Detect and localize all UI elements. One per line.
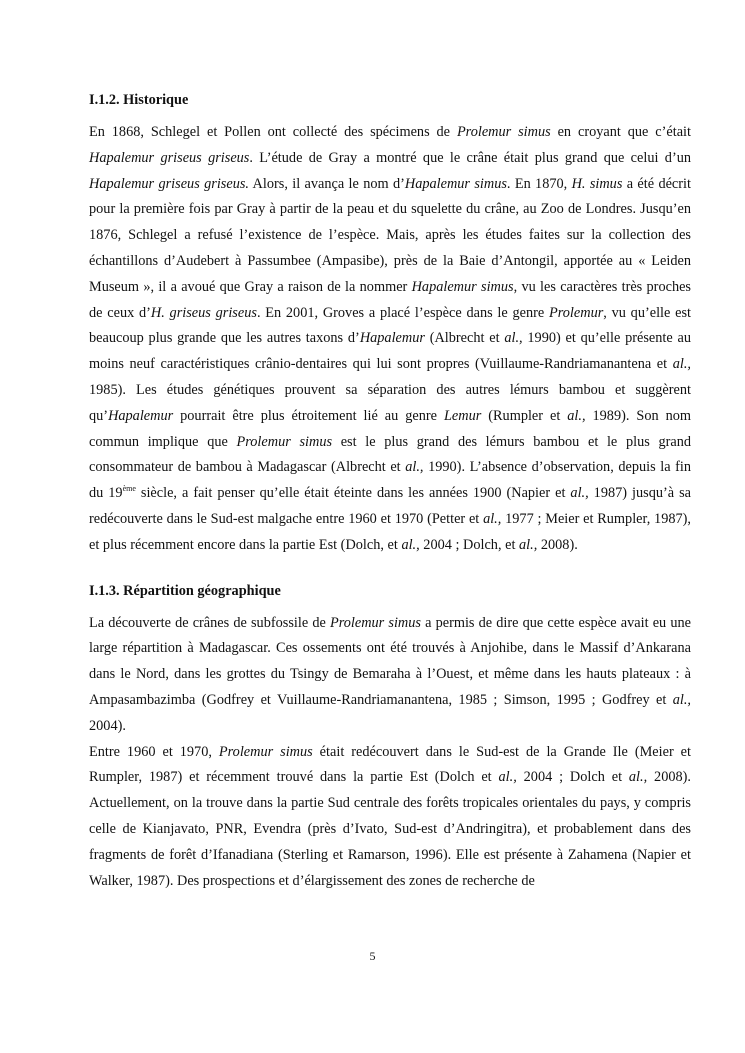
- italic-text: Hapalemur: [359, 330, 425, 347]
- section-heading-historique: I.1.2. Historique: [89, 92, 189, 108]
- superscript-text: ème: [122, 484, 136, 494]
- italic-text: Prolemur: [549, 304, 604, 321]
- paragraph-historique: En 1868, Schlegel et Pollen ont collecté des spécimens de Prolemur simus en croyant que c’était Hapalemur griseus griseus. L’étude de Gray a montré que le crâne était plus grand que celui d’un Hapalemur griseus griseus. Alors, il avança le nom d’Hapalemur simus. En 1870, H. simus a été décrit pour la première fois par Gray à partir de la peau et du squelette du crâne, au Zoo de Londres. Jusqu’en 1876, Schlegel a refusé l’existence de l’espèce. Mais, après les études faites sur la collection des échantillons d’Audebert à Passumbee (Ampasibe), près de la Baie d’Antongil, apportée au « Leiden Museum », il a avoué que Gray a raison de la nommer Hapalemur simus, vu les caractères très proches de ceux d’H. griseus griseus. En 2001, Groves a placé l’espèce dans le genre Prolemur, vu qu’elle est beaucoup plus grande que les autres taxons d’Hapalemur (Albrecht et al., 1990) et qu’elle présente au moins neuf caractéristiques crânio-dentaires qui lui sont propres (Vuillaume-Randriamanantena et al., 1985). Les études génétiques prouvent sa séparation des autres lémurs bambou et suggèrent qu’Hapalemur pourrait être plus étroitement lié au genre Lemur (Rumpler et al., 1989). Son nom commun implique que Prolemur simus est le plus grand des lémurs bambou et le plus grand consommateur de bambou à Madagascar (Albrecht et al., 1990). L’absence d’observation, depuis la fin du 19ème siècle, a fait penser qu’elle était éteinte dans les années 1900 (Napier et al., 1987) jusqu’à sa redécouverte dans le Sud-est malgache entre 1960 et 1970 (Petter et al., 1977 ; Meier et Rumpler, 1987), et plus récemment encore dans la partie Est (Dolch, et al., 2004 ; Dolch, et al., 2008).: [89, 124, 692, 553]
- italic-text: al.,: [405, 459, 424, 476]
- italic-text: Prolemur simus: [456, 124, 551, 140]
- italic-text: al.,: [672, 356, 691, 373]
- italic-text: H. simus: [571, 175, 623, 192]
- paragraph-repartition-1: La découverte de crânes de subfossile de Prolemur simus a permis de dire que cette espèce avait eu une large répartition à Madagascar. Ces ossements ont été trouvés à Anjohibe, dans le Massif d’Ankarana dans le Nord, dans les grottes du Tsingy de Bemaraha à l’Ouest, et même dans les hauts plateaux : à Ampasambazimba (Godfrey et Vuillaume-Randriamanantena, 1985 ; Simson, 1995 ; Godfrey et al., 2004).: [89, 614, 691, 734]
- italic-text: Hapalemur simus: [404, 175, 507, 192]
- italic-text: Prolemur simus: [236, 433, 333, 450]
- italic-text: Prolemur simus: [218, 743, 313, 760]
- italic-text: Hapalemur griseus griseus.: [89, 175, 249, 192]
- italic-text: Hapalemur simus: [411, 278, 514, 295]
- page-number: 5: [369, 949, 376, 963]
- italic-text: Prolemur simus: [329, 614, 421, 631]
- italic-text: al.,: [401, 536, 420, 553]
- italic-text: al.,: [498, 769, 517, 786]
- italic-text: al.,: [504, 330, 523, 347]
- italic-text: al.,: [672, 691, 691, 708]
- italic-text: al.,: [567, 407, 586, 424]
- italic-text: Hapalemur griseus griseus: [89, 149, 250, 166]
- italic-text: Hapalemur: [108, 407, 174, 424]
- italic-text: al.,: [570, 485, 589, 502]
- italic-text: Lemur: [443, 407, 482, 424]
- italic-text: al.,: [483, 510, 502, 527]
- section-heading-repartition: I.1.3. Répartition géographique: [89, 582, 281, 599]
- italic-text: al.,: [628, 769, 648, 786]
- italic-text: al.,: [519, 536, 538, 553]
- paragraph-repartition-2: Entre 1960 et 1970, Prolemur simus était redécouvert dans le Sud-est de la Grande Ile (Meier et Rumpler, 1987) et récemment trouvé dans la partie Est (Dolch et al., 2004 ; Dolch et al., 2008). Actuellement, on la trouve dans la partie Sud centrale des forêts tropicales orientales du pays, y compris celle de Kianjavato, PNR, Evendra (près d’Ivato, Sud-est d’Andringitra), et probablement dans des fragments de forêt d’Ifanadiana (Sterling et Ramarson, 1996). Elle est présente à Zahamena (Napier et Walker, 1987). Des prospections et d’élargissement des zones de recherche de: [89, 743, 691, 889]
- document-page: [89, 80, 691, 894]
- italic-text: H. griseus griseus: [150, 304, 257, 321]
